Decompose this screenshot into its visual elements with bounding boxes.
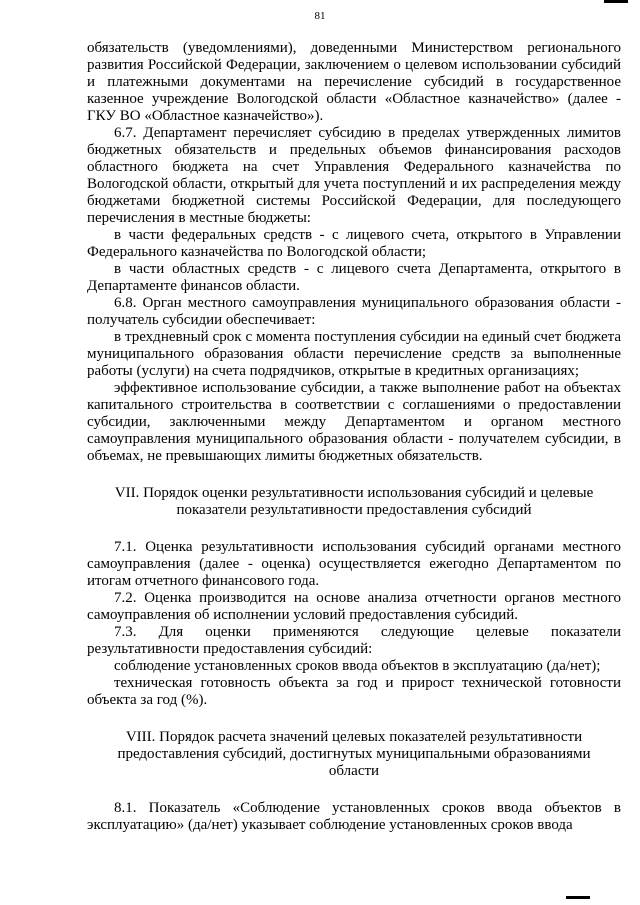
paragraph: эффективное использование субсидии, а также выполнение работ на объектах капитального строительства в соответствии с соглашениями о предоставлении субсидии, заключенными между Департаментом и органом местного самоуправления муниципального образования области - получателем субсидии, в объемах, не превышающих лимиты бюджетных обязательств. <box>87 380 621 464</box>
section-8-heading: VIII. Порядок расчета значений целевых показателей результативности предоставления субсидий, достигнутых муниципальными образованиями области <box>117 729 591 779</box>
paragraph: 7.3. Для оценки применяются следующие целевые показатели результативности предоставления субсидий: <box>87 624 621 657</box>
paragraph-block-section-8 <box>87 800 621 834</box>
paragraph: 7.2. Оценка производится на основе анализа отчетности органов местного самоуправления об исполнении условий предоставления субсидий. <box>87 590 621 623</box>
paragraph: техническая готовность объекта за год и прирост технической готовности объекта за год (%). <box>87 675 621 708</box>
section-7-heading: VII. Порядок оценки результативности использования субсидий и целевые показатели результативности предоставления субсидий <box>114 485 594 518</box>
paragraph: соблюдение установленных сроков ввода объектов в эксплуатацию (да/нет); <box>114 658 601 674</box>
paragraph: 6.8. Орган местного самоуправления муниципального образования области - получатель субсидии обеспечивает: <box>87 295 621 328</box>
scan-mark-bottom-right <box>566 896 590 899</box>
paragraph-block-top <box>87 40 621 465</box>
paragraph: 7.1. Оценка результативности использования субсидий органами местного самоуправления (далее - оценка) осуществляется ежегодно Департаментом по итогам отчетного финансового года. <box>87 539 621 589</box>
paragraph: в части областных средств - с лицевого счета Департамента, открытого в Департаменте финансов области. <box>87 261 621 294</box>
page-number: 81 <box>314 10 326 22</box>
paragraph: 8.1. Показатель «Соблюдение установленных сроков ввода объектов в эксплуатацию» (да/нет) указывает соблюдение установленных сроков ввода <box>87 800 621 833</box>
paragraph: в части федеральных средств - с лицевого счета, открытого в Управлении Федерального казначейства по Вологодской области; <box>87 227 621 260</box>
paragraph-block-section-7 <box>87 539 621 709</box>
scan-mark-top-right <box>604 0 628 3</box>
paragraph: обязательств (уведомлениями), доведенными Министерством регионального развития Российской Федерации, заключением о целевом использовании субсидий и платежными документами на перечисление субсидий в государственное казенное учреждение Вологодской области «Областное казначейство» (далее - ГКУ ВО «Областное казначейство»). <box>87 40 621 124</box>
paragraph: 6.7. Департамент перечисляет субсидию в пределах утвержденных лимитов бюджетных обязательств и предельных объемов финансирования расходов областного бюджета на счет Управления Федерального казначейства по Вологодской области, открытый для учета поступлений и их распределения между бюджетами бюджетной системы Российской Федерации, для последующего перечисления в местные бюджеты: <box>87 125 621 226</box>
paragraph: в трехдневный срок с момента поступления субсидии на единый счет бюджета муниципального образования области перечисление средств за выполненные работы (услуги) на счета подрядчиков, открытые в кредитных организациях; <box>87 329 621 379</box>
page-content <box>87 40 621 834</box>
